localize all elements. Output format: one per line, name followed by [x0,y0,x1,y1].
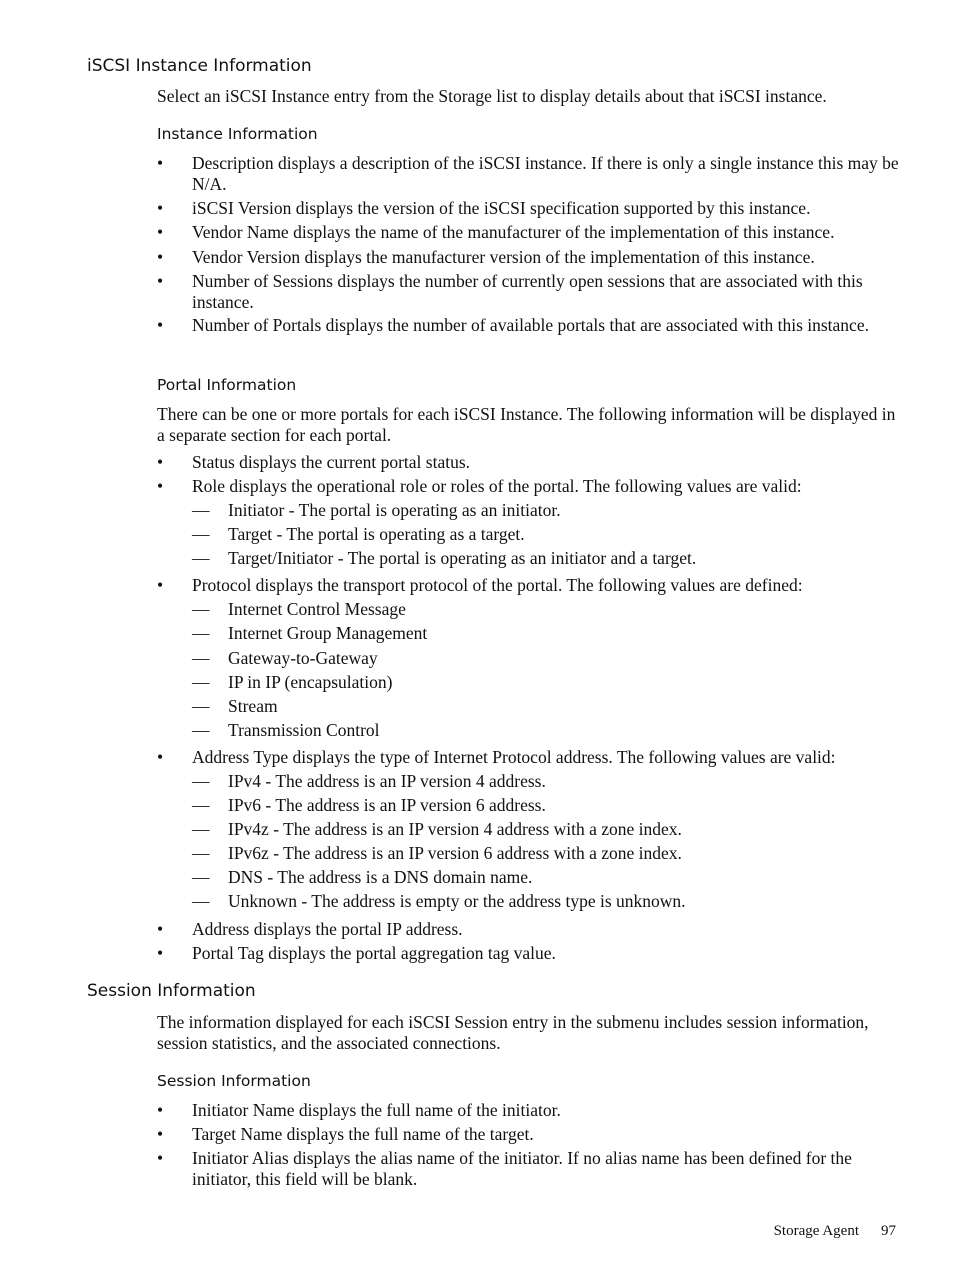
sub-list-item-text: Stream [228,696,278,716]
sub-list-item-text: IPv4z - The address is an IP version 4 address with a zone index. [228,819,682,839]
bullet-marker: • [157,1124,164,1144]
page-number: 97 [881,1223,896,1239]
session-intro: The information displayed for each iSCSI Session entry in the submenu includes session information, session statistics, and the associated connections. [157,1012,869,1053]
dash-marker: — [192,720,210,740]
subheading-portal-information: Portal Information [157,376,297,394]
footer-title: Storage Agent [773,1223,859,1239]
sub-list-item [192,696,899,717]
list-item-text: Description displays a description of the iSCSI instance. If there is only a single instance this may be N/A. [192,153,899,194]
section-heading-session: Session Information [87,981,256,1001]
bullet-marker: • [157,153,164,173]
dash-marker: — [192,867,210,887]
list-item-text: Target Name displays the full name of the target. [192,1124,534,1144]
subheading-session-information: Session Information [157,1072,311,1090]
portal-info-intro: There can be one or more portals for each iSCSI Instance. The following information will be displayed in a separate section for each portal. [157,404,896,445]
section-heading-iscsi-instance: iSCSI Instance Information [87,56,312,76]
sub-list-item-text: Transmission Control [228,720,380,740]
bullet-marker: • [157,919,164,939]
list-item [157,1148,899,1190]
list-item-text: Number of Portals displays the number of available portals that are associated with this instance. [192,315,869,335]
list-item [157,943,899,964]
sub-list-item-text: Gateway-to-Gateway [228,648,378,668]
sub-list-item-text: Unknown - The address is empty or the address type is unknown. [228,891,686,911]
sub-list-item-text: Target - The portal is operating as a target. [228,524,525,544]
list-item [157,575,899,596]
list-item [157,476,899,497]
sub-list-item [192,500,899,521]
sub-list-item [192,843,899,864]
dash-marker: — [192,500,210,520]
bullet-marker: • [157,315,164,335]
iscsi-instance-intro: Select an iSCSI Instance entry from the Storage list to display details about that iSCSI instance. [157,86,827,106]
sub-list-item-text: IPv4 - The address is an IP version 4 address. [228,771,546,791]
list-item-text: Portal Tag displays the portal aggregation tag value. [192,943,556,963]
sub-list-item [192,795,899,816]
bullet-marker: • [157,747,164,767]
sub-list-item-text: IP in IP (encapsulation) [228,672,393,692]
bullet-marker: • [157,222,164,242]
list-item [157,271,899,313]
dash-marker: — [192,548,210,568]
dash-marker: — [192,623,210,643]
list-item [157,222,899,243]
bullet-marker: • [157,476,164,496]
list-item-text: Status displays the current portal status. [192,452,471,472]
bullet-marker: • [157,198,164,218]
bullet-marker: • [157,1148,164,1168]
bullet-marker: • [157,452,164,472]
list-item-text: Vendor Version displays the manufacturer version of the implementation of this instance. [192,247,815,267]
page-footer [774,1222,896,1240]
list-item-text: Number of Sessions displays the number of currently open sessions that are associated with this instance. [192,271,863,312]
list-item [157,1124,899,1145]
dash-marker: — [192,819,210,839]
dash-marker: — [192,648,210,668]
sub-list-item [192,623,899,644]
list-item [157,153,899,195]
sub-list-item [192,819,899,840]
bullet-marker: • [157,575,164,595]
sub-list-item-text: IPv6z - The address is an IP version 6 address with a zone index. [228,843,682,863]
bullet-marker: • [157,271,164,291]
list-item [157,1100,899,1121]
sub-list-item [192,548,899,569]
dash-marker: — [192,524,210,544]
dash-marker: — [192,891,210,911]
dash-marker: — [192,696,210,716]
list-item-text: Address Type displays the type of Internet Protocol address. The following values are valid: [192,747,836,767]
dash-marker: — [192,795,210,815]
bullet-marker: • [157,943,164,963]
sub-list-item [192,599,899,620]
list-item [157,747,899,768]
sub-list-item [192,867,899,888]
subheading-instance-information: Instance Information [157,125,318,143]
list-item [157,919,899,940]
sub-list-item [192,672,899,693]
sub-list-item [192,524,899,545]
list-item [157,247,899,268]
sub-list-item [192,891,899,912]
sub-list-item [192,648,899,669]
dash-marker: — [192,843,210,863]
sub-list-item-text: Internet Control Message [228,599,406,619]
list-item-text: Protocol displays the transport protocol of the portal. The following values are defined: [192,575,803,595]
list-item-text: Initiator Name displays the full name of the initiator. [192,1100,561,1120]
sub-list-item-text: DNS - The address is a DNS domain name. [228,867,533,887]
list-item-text: Vendor Name displays the name of the manufacturer of the implementation of this instance. [192,222,835,242]
dash-marker: — [192,599,210,619]
sub-list-item-text: Target/Initiator - The portal is operating as an initiator and a target. [228,548,697,568]
sub-list-item [192,771,899,792]
sub-list-item-text: Initiator - The portal is operating as an initiator. [228,500,561,520]
list-item [157,198,899,219]
list-item-text: iSCSI Version displays the version of the iSCSI specification supported by this instance. [192,198,811,218]
dash-marker: — [192,672,210,692]
sub-list-item [192,720,899,741]
sub-list-item-text: Internet Group Management [228,623,428,643]
sub-list-item-text: IPv6 - The address is an IP version 6 address. [228,795,546,815]
list-item-text: Initiator Alias displays the alias name of the initiator. If no alias name has been defined for the initiator, this field will be blank. [192,1148,852,1189]
dash-marker: — [192,771,210,791]
list-item [157,452,899,473]
list-item [157,315,899,336]
list-item-text: Role displays the operational role or roles of the portal. The following values are valid: [192,476,802,496]
bullet-marker: • [157,1100,164,1120]
list-item-text: Address displays the portal IP address. [192,919,463,939]
bullet-marker: • [157,247,164,267]
